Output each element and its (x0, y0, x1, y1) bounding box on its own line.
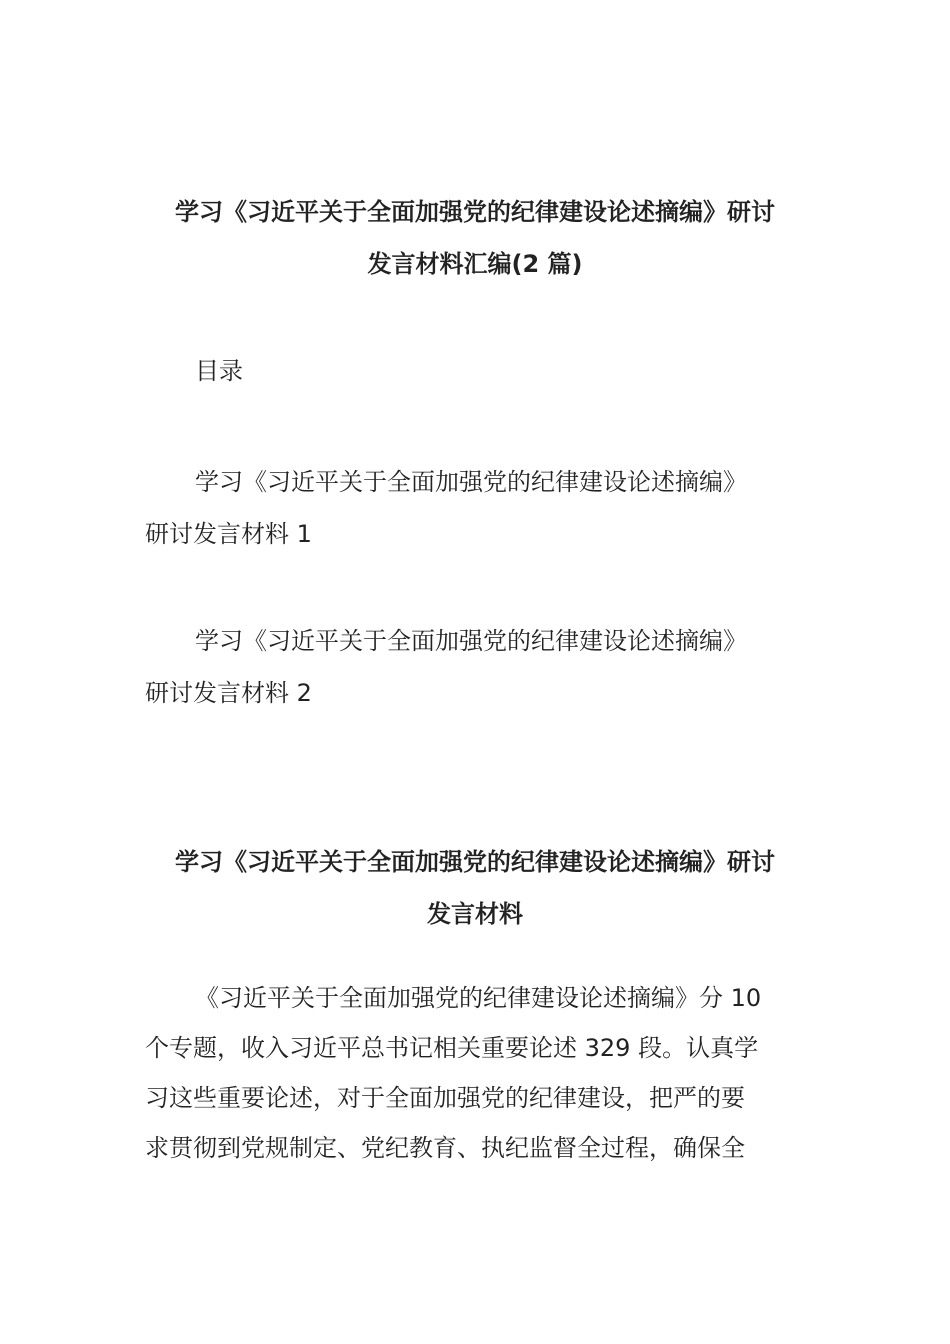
toc-entry-1-line-2: 研讨发言材料 1 (145, 520, 312, 548)
toc-entry-1-line-1: 学习《习近平关于全面加强党的纪律建设论述摘编》 (195, 468, 747, 496)
toc-entry-2[interactable] (145, 615, 805, 719)
toc-entry-2-line-2: 研讨发言材料 2 (145, 679, 312, 707)
document-title (145, 186, 805, 290)
body-paragraph (145, 973, 805, 1173)
section-title (145, 836, 805, 940)
section-title-line-2: 发言材料 (427, 900, 523, 928)
section-title-line-1: 学习《习近平关于全面加强党的纪律建设论述摘编》研讨 (175, 848, 775, 876)
toc-entry-2-line-1: 学习《习近平关于全面加强党的纪律建设论述摘编》 (195, 627, 747, 655)
body-line-2: 个专题，收入习近平总书记相关重要论述 329 段。认真学 (145, 1034, 759, 1062)
body-line-1: 《习近平关于全面加强党的纪律建设论述摘编》分 10 (195, 984, 762, 1012)
body-line-3: 习这些重要论述，对于全面加强党的纪律建设，把严的要 (145, 1084, 745, 1112)
body-line-4: 求贯彻到党规制定、党纪教育、执纪监督全过程，确保全 (145, 1134, 745, 1162)
document-title-line-2: 发言材料汇编(2 篇) (367, 250, 583, 278)
toc-entry-1[interactable] (145, 456, 805, 560)
toc-heading: 目录 (195, 357, 243, 385)
document-title-line-1: 学习《习近平关于全面加强党的纪律建设论述摘编》研讨 (175, 198, 775, 226)
